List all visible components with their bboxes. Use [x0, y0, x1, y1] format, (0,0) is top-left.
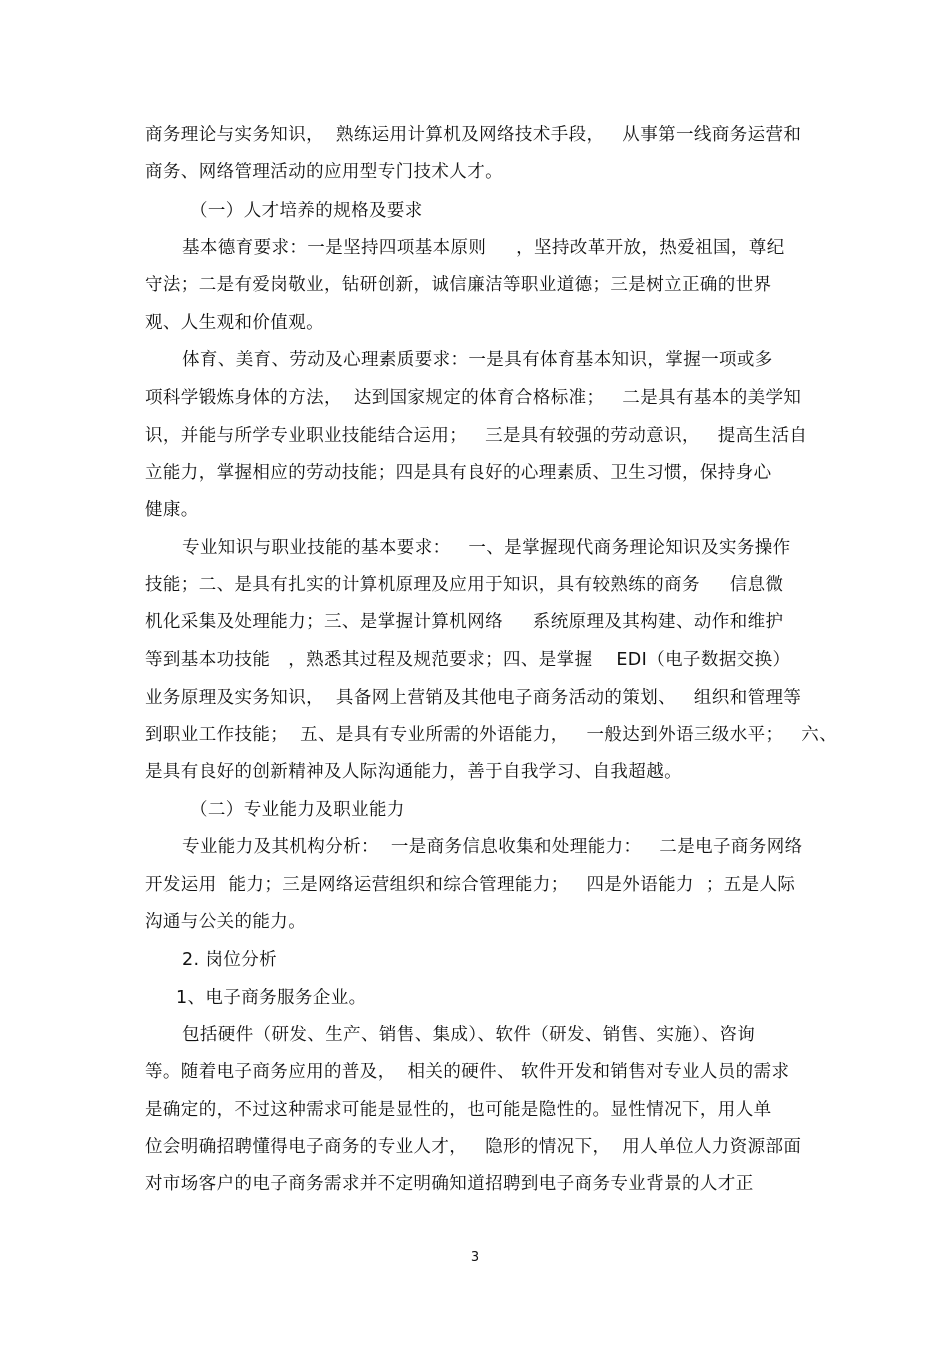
- text-line-15: 等到基本功技能 ，熟悉其过程及规范要求；四、是掌握 EDI（电子数据交换）: [145, 650, 791, 670]
- text-line-20: 专业能力及其机构分析： 一是商务信息收集和处理能力： 二是电子商务网络: [182, 837, 803, 857]
- text-line-12: 专业知识与职业技能的基本要求： 一、是掌握现代商务理论知识及实务操作: [182, 538, 791, 558]
- text-line-14: 机化采集及处理能力；三、是掌握计算机网络 系统原理及其构建、动作和维护: [145, 612, 784, 632]
- text-line-25: 包括硬件（研发、生产、销售、集成）、软件（研发、销售、实施）、咨询: [182, 1025, 756, 1045]
- text-line-26: 等。随着电子商务应用的普及， 相关的硬件、 软件开发和销售对专业人员的需求: [145, 1062, 790, 1082]
- text-line-6: 观、人生观和价值观。: [145, 313, 324, 333]
- text-line-28: 位会明确招聘懂得电子商务的专业人才， 隐形的情况下， 用人单位人力资源部面: [145, 1137, 802, 1157]
- text-line-18: 是具有良好的创新精神及人际沟通能力，善于自我学习、自我超越。: [145, 762, 682, 782]
- subsection-heading: 1、电子商务服务企业。: [176, 988, 367, 1008]
- section-heading-1: （一）人才培养的规格及要求: [190, 201, 423, 221]
- section-heading-2: （二）专业能力及职业能力: [190, 800, 405, 820]
- text-line-13: 技能；二、是具有扎实的计算机原理及应用于知识，具有较熟练的商务 信息微: [145, 575, 784, 595]
- text-line-21: 开发运用 能力；三是网络运营组织和综合管理能力； 四是外语能力 ；五是人际: [145, 875, 796, 895]
- text-line-1: 商务理论与实务知识， 熟练运用计算机及网络技术手段， 从事第一线商务运营和: [145, 125, 802, 145]
- text-line-29: 对市场客户的电子商务需求并不定明确知道招聘到电子商务专业背景的人才正: [145, 1174, 754, 1194]
- text-line-9: 识，并能与所学专业职业技能结合运用； 三是具有较强的劳动意识， 提高生活自: [145, 426, 808, 446]
- text-line-10: 立能力，掌握相应的劳动技能；四是具有良好的心理素质、卫生习惯，保持身心: [145, 463, 772, 483]
- text-line-7: 体育、美育、劳动及心理素质要求：一是具有体育基本知识，掌握一项或多: [182, 350, 773, 370]
- page-number: 3: [470, 1250, 480, 1265]
- text-line-22: 沟通与公关的能力。: [145, 912, 307, 932]
- text-line-27: 是确定的，不过这种需求可能是显性的，也可能是隐性的。显性情况下，用人单: [145, 1100, 772, 1120]
- text-line-17: 到职业工作技能； 五、是具有专业所需的外语能力， 一般达到外语三级水平； 六、: [145, 725, 838, 745]
- text-line-2: 商务、网络管理活动的应用型专门技术人才。: [145, 162, 503, 182]
- text-line-5: 守法；二是有爱岗敬业，钻研创新，诚信廉洁等职业道德；三是树立正确的世界: [145, 275, 772, 295]
- text-line-11: 健康。: [145, 500, 199, 520]
- text-line-8: 项科学锻炼身体的方法， 达到国家规定的体育合格标准； 二是具有基本的美学知: [145, 388, 802, 408]
- text-line-4: 基本德育要求：一是坚持四项基本原则 ，坚持改革开放，热爱祖国，尊纪: [182, 238, 785, 258]
- section-heading-3: 2. 岗位分析: [182, 950, 278, 970]
- text-line-16: 业务原理及实务知识， 具备网上营销及其他电子商务活动的策划、 组织和管理等: [145, 688, 802, 708]
